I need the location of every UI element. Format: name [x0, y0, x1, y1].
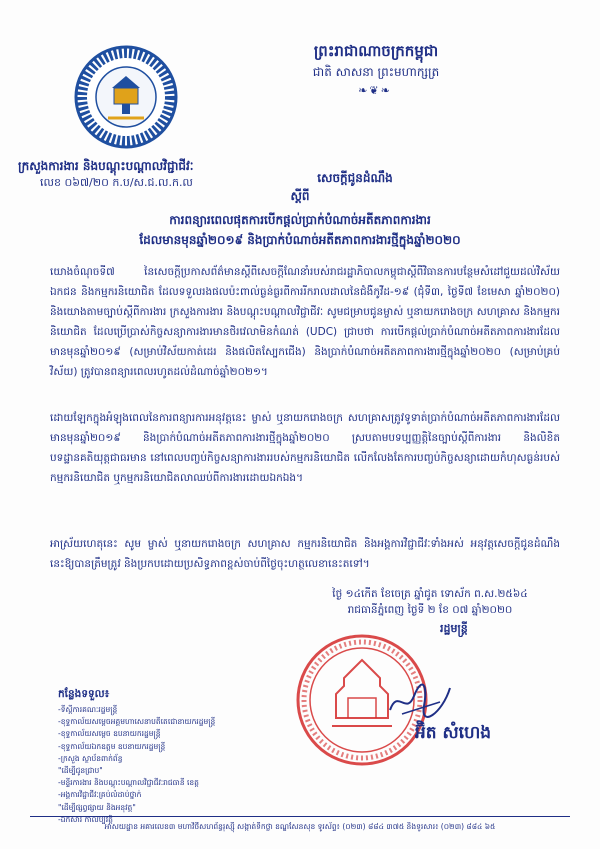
lunar-date: ថ្ងៃ ១៤កើត ខែចេត្រ ឆ្នាំជូត ទោស័ក ព.ស.២៥៦៤ [332, 588, 528, 600]
list-item: -ខុទ្ទកាល័យសម្តេចអគ្គមហាសេនាបតីតេជោនាយករដ្ឋមន្ត្រី [58, 717, 216, 727]
subject-line-2: ដែលមានមុនឆ្នាំ២០១៩ និងប្រាក់បំណាច់អតីតភាពការងារថ្មីក្នុងឆ្នាំ២០២០ [139, 233, 461, 247]
list-item: -ក្រសួង ស្ថាប័នពាក់ព័ន្ធ [58, 753, 123, 763]
recipients-title: កន្លែងទទួល៖ [58, 688, 110, 700]
signatory-title: រដ្ឋមន្ត្រី [440, 622, 468, 635]
list-item: -មន្ទីរការងារ និងបណ្តុះបណ្តាលវិជ្ជាជីវៈរាជធានី ខេត្ត [58, 778, 199, 788]
reference-value: ០៦៧/២០ ក.ប/ស.ជ.ល.ក.ល [64, 176, 193, 189]
ministry-logo [72, 44, 180, 150]
list-item: -ខុទ្ទកាល័យសម្តេច ឧបនាយករដ្ឋមន្ត្រី [58, 729, 161, 739]
list-item: -អង្គការវិជ្ជាជីវៈគ្រប់លំដាប់ថ្នាក់ [58, 790, 142, 800]
national-motto: ជាតិ សាសនា ព្រះមហាក្សត្រ [312, 65, 440, 79]
body-paragraph-2: ដោយឡែកក្នុងអំឡុងពេលនៃការពន្យារការអនុវត្តនេះ ម្ចាស់ ឬនាយករោងចក្រ សហគ្រាសត្រូវទូទាត់ប្រាក់បំណាច់អតីតភាពការងារដែលមានមុនឆ្នាំ២០១៩ និងប្រាក់បំណាច់អតីតភាពការងារថ្មីក្នុងឆ្នាំ២០២០ ស្របតាមបទប្បញ្ញត្តិនៃច្បាប់ស្តីពីការងារ និងលិខិតបទដ្ឋានគតិយុត្តជាធរមាន នៅពេលបញ្ចប់កិច្ចសន្យាការងាររបស់កម្មករនិយោជិត លើកលែងតែការបញ្ចប់កិច្ចសន្យាដោយកំហុសធ្ងន់របស់កម្មករនិយោជិត ឬកម្មករនិយោជិតលាឈប់ពីការងារដោយឯកឯង។ [50, 412, 560, 484]
minister-signature [384, 680, 454, 720]
reference-label: លេខ [40, 176, 61, 189]
notice-subject [40, 210, 560, 250]
body-paragraph-1: យោងចំណុចទី៧ នៃសេចក្តីប្រកាសព័ត៌មានស្តីពីសេចក្តីណែនាំរបស់រាជរដ្ឋាភិបាលកម្ពុជាស្តីពីវិធានការបន្ថែមសំដៅជួយដល់វិស័យឯកជន និងកម្មករនិយោជិត ដែលទទួលរងផលប៉ះពាល់ធ្ងន់ធ្ងរពីការរីករាលដាលនៃជំងឺកូវីដ-១៩ (ជុំទី៣, ថ្ងៃទី៧ ខែមេសា ឆ្នាំ២០២០) និងយោងតាមច្បាប់ស្តីពីការងារ ក្រសួងការងារ និងបណ្តុះបណ្តាលវិជ្ជាជីវៈ សូមជម្រាបជូនម្ចាស់ ឬនាយករោងចក្រ សហគ្រាស និងកម្មករនិយោជិត ដែលប្រើប្រាស់កិច្ចសន្យាការងារមានថិរវេលាមិនកំណត់ (UDC) ជ្រាបថា ការបើកផ្តល់ប្រាក់បំណាច់អតីតភាពការងារដែលមានមុនឆ្នាំ២០១៩ (សម្រាប់វិស័យកាត់ដេរ និងផលិតស្បែកជើង) និងប្រាក់បំណាច់អតីតភាពការងារថ្មីក្នុងឆ្នាំ២០២០ (សម្រាប់គ្រប់វិស័យ) ត្រូវបានពន្យារពេលរហូតដល់ដំណាច់ឆ្នាំ២០២១។ [50, 266, 560, 378]
notice-title: សេចក្តីជូនដំណឹង [317, 171, 393, 185]
list-item: -ទីស្តីការគណៈរដ្ឋមន្ត្រី [58, 705, 118, 714]
kingdom-heading: ព្រះរាជាណាចក្រកម្ពុជា [313, 42, 439, 60]
ministry-name: ក្រសួងការងារ និងបណ្តុះបណ្តាលវិជ្ជាជីវៈ [18, 159, 194, 173]
body-paragraph-3: អាស្រ័យហេតុនេះ សូម ម្ចាស់ ឬនាយករោងចក្រ សហគ្រាស កម្មករនិយោជិត និងអង្គការវិជ្ជាជីវៈទាំងអស់ អនុវត្តសេចក្តីជូនដំណឹងនេះឱ្យបានត្រឹមត្រូវ និងប្រកបដោយប្រសិទ្ធភាពខ្ពស់ចាប់ពីថ្ងៃចុះហត្ថលេខានេះតទៅ។ [50, 538, 560, 570]
solar-date: រាជធានីភ្នំពេញ ថ្ងៃទី ២ ខែ ០៧ ឆ្នាំ២០២០ [347, 604, 513, 616]
signatory-name: អ៊ិត សំហេង [415, 723, 492, 743]
footer-divider [30, 816, 570, 817]
motto-ornament: ❧❦❧ [358, 84, 392, 97]
list-item: "ដើម្បីជូនជ្រាប" [58, 766, 103, 776]
notice-subtitle: ស្តីពី [290, 189, 310, 203]
list-item: -ឯកសារ កាលប្បវត្តិ [58, 814, 113, 824]
list-item: -ខុទ្ទកាល័យឯកឧត្តម ឧបនាយករដ្ឋមន្ត្រី [58, 741, 166, 751]
footer-address: អាសយដ្ឋាន អគារលេខ៣ មហាវិថីសហព័ន្ធរុស្ស៊ី សង្កាត់ទឹកថ្លា ខណ្ឌសែនសុខ ទូរស័ព្ទ៖ (០២៣) ៨៨៤ ៣៧៥ និងទូរសារ៖ (០២៣) ៨៨៤ ៦៥ [104, 822, 496, 831]
recipients-list [58, 704, 278, 826]
list-item: "ដើម្បីផ្សព្វផ្សាយ និងអនុវត្ត" [58, 802, 136, 812]
subject-line-1: ការពន្យារពេលផុតការបើកផ្តល់ប្រាក់បំណាច់អតីតភាពការងារ [169, 213, 431, 227]
